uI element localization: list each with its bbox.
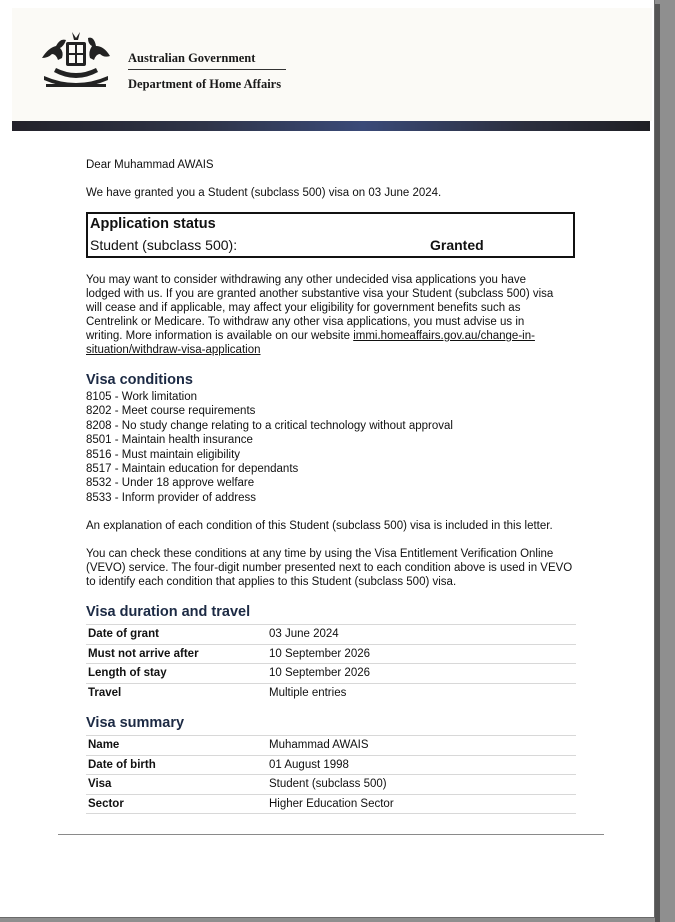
condition-item: 8516 - Must maintain eligibility bbox=[86, 448, 241, 461]
table-row bbox=[86, 775, 576, 795]
row-label: Date of birth bbox=[88, 758, 156, 771]
row-label: Date of grant bbox=[88, 628, 159, 640]
duration-table bbox=[86, 624, 576, 702]
table-row bbox=[86, 645, 576, 665]
condition-item: 8202 - Meet course requirements bbox=[86, 405, 256, 418]
row-label: Sector bbox=[88, 797, 124, 810]
status-label: Student (subclass 500): bbox=[90, 237, 238, 253]
summary-heading: Visa summary bbox=[86, 715, 185, 731]
row-label: Visa bbox=[88, 778, 112, 790]
table-row bbox=[86, 795, 576, 815]
coat-of-arms-icon bbox=[36, 28, 116, 92]
table-row bbox=[86, 735, 576, 756]
row-label: Length of stay bbox=[88, 667, 167, 679]
vevo-paragraph: You can check these conditions at any time by using the Visa Entitlement Verification Online (VEVO) service. The four-digit number presented next to each condition above is used in VEVO to identify each condition that applies to this Student (subclass 500) visa. bbox=[86, 548, 573, 588]
row-value: 10 September 2026 bbox=[269, 667, 371, 679]
row-value: 10 September 2026 bbox=[269, 647, 371, 660]
row-label: Name bbox=[88, 739, 120, 751]
row-label: Travel bbox=[88, 686, 122, 699]
table-row bbox=[86, 664, 576, 684]
table-row bbox=[86, 624, 576, 645]
conditions-heading: Visa conditions bbox=[86, 372, 193, 388]
header-color-bar bbox=[12, 121, 650, 131]
row-value: 03 June 2024 bbox=[269, 628, 339, 640]
table-row bbox=[86, 756, 576, 776]
summary-table bbox=[86, 735, 576, 814]
duration-heading: Visa duration and travel bbox=[86, 604, 251, 620]
row-label: Must not arrive after bbox=[88, 647, 199, 660]
withdraw-paragraph bbox=[86, 273, 561, 357]
row-value: Higher Education Sector bbox=[269, 797, 394, 810]
footer-divider bbox=[58, 834, 604, 835]
status-value: Granted bbox=[430, 237, 484, 253]
grant-sentence: We have granted you a Student (subclass 500) visa on 03 June 2024. bbox=[86, 187, 442, 199]
withdraw-text: You may want to consider withdrawing any other undecided visa applications you have lodged with us. If you are granted another substantive visa your Student (subclass 500) visa will cease and if applicable, may affect your eligibility for government benefits such as Centrelink or Medicare. To withdraw any other visa applications, you must advise us in writing. More information is available on our website bbox=[86, 274, 554, 342]
application-status-box bbox=[86, 212, 575, 258]
row-value: Student (subclass 500) bbox=[269, 778, 387, 790]
salutation: Dear Muhammad AWAIS bbox=[86, 159, 214, 171]
conditions-explanation: An explanation of each condition of this Student (subclass 500) visa is included in this letter. bbox=[86, 520, 553, 532]
table-row bbox=[86, 684, 576, 703]
withdraw-link[interactable]: immi.homeaffairs.gov.au/change-in-situation/withdraw-visa-application bbox=[86, 330, 535, 356]
condition-item: 8532 - Under 18 approve welfare bbox=[86, 477, 255, 490]
row-value: Multiple entries bbox=[269, 686, 347, 699]
header-divider bbox=[128, 69, 286, 70]
department-title: Department of Home Affairs bbox=[128, 77, 282, 91]
conditions-list bbox=[86, 390, 453, 505]
condition-item: 8533 - Inform provider of address bbox=[86, 491, 257, 504]
government-title: Australian Government bbox=[128, 51, 256, 65]
condition-item: 8501 - Maintain health insurance bbox=[86, 434, 253, 447]
condition-item: 8517 - Maintain education for dependants bbox=[86, 463, 299, 476]
condition-item: 8208 - No study change relating to a critical technology without approval bbox=[86, 419, 453, 432]
status-heading: Application status bbox=[90, 216, 216, 232]
row-value: 01 August 1998 bbox=[269, 758, 349, 771]
row-value: Muhammad AWAIS bbox=[269, 739, 369, 751]
condition-item: 8105 - Work limitation bbox=[86, 391, 197, 403]
page-shadow bbox=[655, 4, 660, 922]
